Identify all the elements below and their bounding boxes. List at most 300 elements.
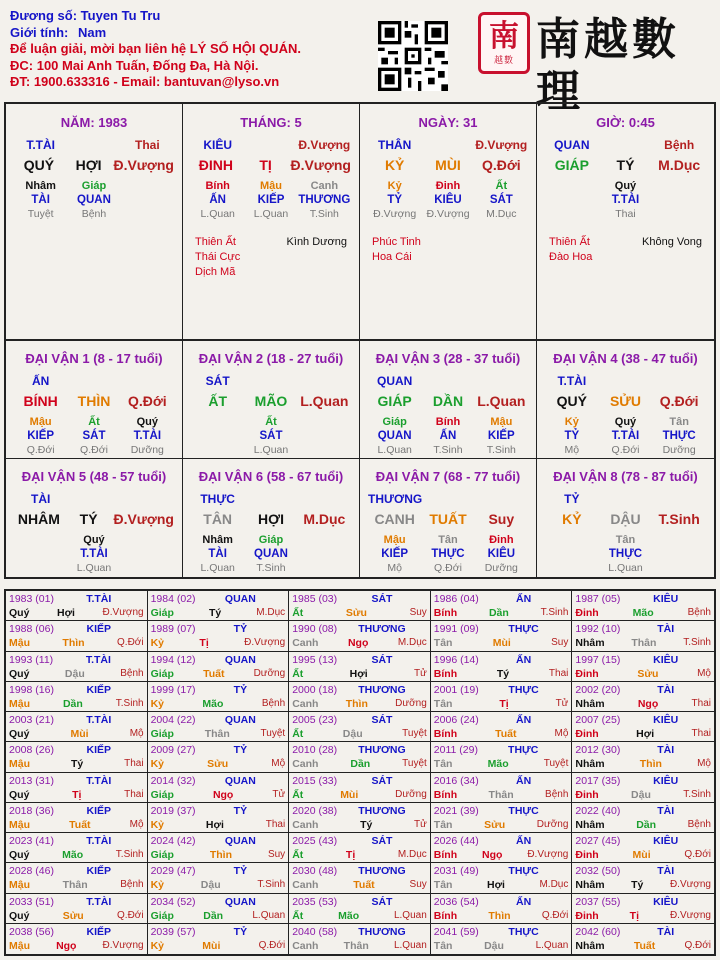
year-stem: Tân — [433, 818, 453, 831]
dai-van-hidden-row-cell: Ất — [265, 416, 277, 428]
pillar-hidden-row-cell: Nhâm — [25, 180, 56, 192]
year-branch: Tuất — [495, 728, 517, 740]
year-line — [151, 683, 286, 697]
dai-van-hidden-row-cell: Quý — [83, 534, 105, 546]
year-branch: Mùi — [340, 788, 359, 801]
pillar-main-row-cell: MÙI — [435, 157, 461, 173]
year-branch: Dậu — [64, 667, 85, 680]
dai-van-main-row-cell: DẬU — [610, 511, 641, 527]
year-line — [434, 804, 569, 818]
dai-van-main-row — [6, 392, 182, 410]
year-cell[interactable] — [6, 682, 148, 712]
year-stem: Ất — [292, 909, 304, 922]
year-stage: Thai — [691, 697, 711, 709]
year-pillar-line — [151, 878, 286, 892]
year-cell[interactable] — [431, 924, 573, 954]
year-line — [292, 925, 427, 939]
pillar-stars — [360, 235, 536, 265]
year-branch: Thân — [204, 728, 230, 740]
year-stem: Kỷ — [150, 637, 165, 650]
year-pillar-line — [434, 727, 569, 741]
year-pillar-line — [575, 818, 711, 832]
year-branch: Tị — [499, 697, 509, 710]
dai-van-relation-row — [183, 547, 359, 561]
year-line — [575, 895, 711, 909]
year-line — [575, 774, 711, 788]
year-stem: Giáp — [150, 728, 174, 740]
year-line — [292, 653, 427, 667]
pillar-main-row-cell: HỢI — [75, 157, 102, 173]
relation-cell: KIÊU — [434, 194, 462, 206]
year-god: ẤN — [515, 653, 532, 666]
year-cell[interactable] — [148, 652, 290, 682]
year-cell[interactable] — [6, 652, 148, 682]
relation-cell: SÁT — [489, 194, 513, 206]
year-stem: Mậu — [9, 879, 30, 892]
year-label: 1986 (04) — [433, 593, 479, 605]
year-cell[interactable] — [431, 591, 573, 621]
pillar-top-row-cell: Đ.Vượng — [298, 138, 351, 152]
year-stage: T.Sinh — [115, 849, 144, 860]
year-stem: Nhâm — [575, 637, 605, 650]
red-seal-logo — [478, 12, 530, 74]
year-stage: Thai — [548, 667, 569, 679]
year-cell[interactable] — [289, 712, 431, 742]
year-cell[interactable] — [289, 652, 431, 682]
year-god: QUAN — [224, 653, 256, 666]
dai-van-god: TÀI — [30, 492, 51, 506]
pillar-main-row-cell: KỶ — [384, 157, 405, 173]
year-cell[interactable] — [6, 803, 148, 833]
year-stage: Q.Đới — [684, 849, 711, 860]
year-label: 2010 (28) — [292, 744, 338, 757]
year-stem: Bính — [433, 607, 458, 619]
year-line — [292, 592, 427, 606]
year-stage: Thai — [124, 758, 144, 770]
year-stem: Mậu — [9, 939, 30, 952]
year-god: T.TÀI — [86, 895, 112, 908]
dai-van-cell — [183, 341, 360, 459]
year-cell[interactable] — [572, 894, 714, 924]
pillar-hidden-row-cell: Bính — [205, 180, 230, 192]
year-line — [434, 864, 569, 878]
dai-van-main-row-cell: HỢI — [258, 511, 284, 527]
year-cell[interactable] — [289, 682, 431, 712]
year-stage: Q.Đới — [258, 939, 286, 951]
year-branch: Tý — [496, 667, 510, 680]
qr-code-icon[interactable] — [378, 21, 448, 91]
year-cell[interactable] — [572, 833, 714, 863]
year-branch: Thìn — [62, 637, 85, 650]
year-god: KIẾP — [86, 804, 112, 817]
year-cell[interactable] — [431, 682, 573, 712]
year-line — [9, 653, 144, 667]
pillar-hidden-row — [6, 180, 182, 193]
dai-van-main-row-cell: Q.Đới — [659, 393, 699, 409]
relation-cell: TỶ — [387, 194, 403, 206]
year-pillar-line — [151, 727, 286, 741]
year-cell[interactable] — [431, 652, 573, 682]
year-pillar-line — [292, 757, 427, 771]
year-line — [575, 683, 711, 697]
pillar-main-row — [537, 156, 714, 174]
stars-left — [195, 235, 240, 280]
year-cell[interactable] — [148, 591, 290, 621]
year-branch: Mão — [632, 607, 654, 619]
year-pillar-line — [575, 909, 711, 923]
year-stem: Quý — [9, 667, 30, 680]
year-stem: Mậu — [9, 697, 30, 710]
year-line — [9, 864, 144, 878]
dai-van-cell — [183, 459, 360, 577]
year-god: QUAN — [224, 593, 256, 605]
stage-cell: Q.Đới — [611, 444, 640, 456]
year-branch: Hợi — [486, 879, 505, 892]
gender-line — [10, 25, 301, 42]
year-pillar-line — [434, 909, 569, 923]
year-cell[interactable] — [148, 773, 290, 803]
year-cell[interactable] — [572, 863, 714, 893]
year-pillar-line — [292, 636, 427, 650]
year-pillar-line — [434, 757, 569, 771]
year-pillar-line — [292, 727, 427, 741]
year-branch: Dần — [350, 758, 371, 771]
year-stage: L.Quan — [393, 909, 427, 921]
year-cell[interactable] — [6, 621, 148, 651]
year-stem: Canh — [292, 879, 319, 892]
year-label: 2035 (53) — [292, 895, 338, 908]
relation-cell: QUAN — [254, 548, 288, 560]
year-label: 1985 (03) — [292, 593, 338, 605]
year-stage: Suy — [267, 849, 286, 860]
year-stage: Q.Đới — [684, 939, 711, 951]
year-cell[interactable] — [431, 712, 573, 742]
year-god: KIẾP — [86, 623, 112, 636]
year-pillar-line — [9, 636, 144, 650]
year-stem: Giáp — [150, 788, 174, 801]
dai-van-cell — [537, 459, 714, 577]
relation-cell: KIẾP — [27, 430, 55, 442]
year-line — [575, 743, 711, 757]
year-cell[interactable] — [6, 591, 148, 621]
year-pillar-line — [434, 697, 569, 711]
year-pillar-line — [434, 848, 569, 862]
year-line — [9, 895, 144, 909]
year-god: TỶ — [233, 865, 248, 878]
year-pillar-line — [292, 818, 427, 832]
year-label: 1993 (11) — [9, 653, 54, 666]
year-cell[interactable] — [148, 803, 290, 833]
year-label: 2007 (25) — [575, 714, 621, 726]
year-cell[interactable] — [148, 863, 290, 893]
year-label: 2031 (49) — [433, 865, 479, 878]
contact-invite: Để luận giải, mời bạn liên hệ LÝ SỐ HỘI QUÁN. — [10, 41, 301, 56]
seal-small-text: 越數 — [493, 55, 514, 66]
year-line — [575, 592, 711, 606]
year-stem: Giáp — [150, 607, 174, 619]
year-branch: Sửu — [637, 667, 659, 680]
year-cell[interactable] — [431, 742, 573, 772]
year-cell[interactable] — [431, 773, 573, 803]
pillar-main-row — [6, 156, 182, 174]
year-cell[interactable] — [6, 742, 148, 772]
dai-van-header: ĐẠI VẬN 5 (48 - 57 tuổi) — [21, 469, 167, 484]
pillar-top-row-cell: QUAN — [554, 138, 590, 152]
annual-years-grid — [4, 589, 716, 956]
year-pillar-line — [434, 606, 569, 620]
year-label: 2042 (60) — [575, 925, 621, 938]
stage-cell: Dưỡng — [484, 562, 518, 574]
year-branch: Thân — [488, 788, 514, 801]
dai-van-main-row-cell: M.Dục — [303, 511, 346, 527]
year-stage: Tuyệt — [260, 728, 286, 739]
year-stage: Bệnh — [687, 607, 711, 618]
year-label: 2032 (50) — [575, 865, 621, 878]
year-line — [9, 804, 144, 818]
year-cell[interactable] — [572, 682, 714, 712]
pillar-main-row-cell: ĐINH — [198, 157, 233, 173]
year-god: TÀI — [657, 683, 675, 696]
relation-cell: TỶ — [564, 430, 580, 442]
year-stem: Đinh — [575, 849, 599, 861]
year-pillar-line — [9, 939, 144, 953]
year-stage: Đ.Vượng — [102, 939, 144, 951]
year-god: ẤN — [515, 714, 532, 726]
relation-cell: T.TÀI — [611, 430, 640, 442]
year-cell[interactable] — [289, 621, 431, 651]
year-stem: Giáp — [150, 667, 174, 680]
year-cell[interactable] — [289, 894, 431, 924]
year-cell[interactable] — [572, 803, 714, 833]
year-label: 2003 (21) — [9, 714, 54, 726]
pillar-top-row-cell: T.TÀI — [26, 138, 55, 152]
year-cell[interactable] — [6, 773, 148, 803]
year-label: 1987 (05) — [575, 593, 621, 605]
year-branch: Tị — [72, 788, 82, 801]
pillar-cell — [183, 104, 360, 339]
contact-phone-email[interactable]: ĐT: 1900.633316 - Email: bantuvan@lyso.vn — [10, 74, 280, 89]
year-line — [292, 713, 427, 727]
stage-cell: Q.Đới — [26, 444, 55, 456]
year-cell[interactable] — [148, 894, 290, 924]
year-line — [575, 713, 711, 727]
dai-van-hidden-row — [183, 534, 359, 547]
year-branch: Tuất — [203, 667, 225, 680]
year-cell[interactable] — [431, 894, 573, 924]
year-stage: T.Sinh — [257, 879, 286, 891]
stage-cell: Thai — [615, 208, 636, 220]
dai-van-top-row — [537, 492, 714, 506]
year-cell[interactable] — [289, 742, 431, 772]
year-stage: Q.Đới — [117, 909, 144, 921]
relation-cell: SÁT — [259, 430, 283, 442]
year-stem: Tân — [433, 879, 453, 892]
year-line — [9, 774, 144, 788]
year-label: 2020 (38) — [292, 804, 338, 817]
dai-van-main-row-cell: T.Sinh — [658, 511, 700, 527]
dai-van-cell — [360, 341, 537, 459]
dai-van-top-row — [183, 374, 359, 388]
year-cell[interactable] — [289, 591, 431, 621]
year-cell[interactable] — [431, 621, 573, 651]
dai-van-hidden-row-cell: Quý — [136, 416, 159, 428]
year-stem: Nhâm — [575, 939, 605, 952]
year-cell[interactable] — [572, 742, 714, 772]
year-branch: Mùi — [202, 939, 221, 952]
dai-van-main-row-cell: CANH — [374, 511, 415, 527]
year-cell[interactable] — [572, 591, 714, 621]
year-line — [575, 804, 711, 818]
pillar-hidden-row-cell: Giáp — [81, 180, 107, 192]
year-label: 2039 (57) — [150, 925, 196, 938]
dai-van-main-row-cell: ẤT — [208, 393, 227, 409]
year-label: 1999 (17) — [150, 683, 196, 696]
year-stage: Tuyệt — [402, 758, 427, 770]
year-stage: Suy — [409, 879, 427, 891]
dai-van-hidden-row-cell: Đinh — [489, 534, 514, 546]
year-label: 2009 (27) — [150, 744, 196, 757]
stars-left — [372, 235, 421, 265]
stage-cell: T.Sinh — [486, 444, 516, 456]
year-god: KIÊU — [653, 895, 679, 908]
year-branch: Thìn — [488, 909, 511, 922]
year-cell[interactable] — [289, 863, 431, 893]
stage-cell: Đ.Vượng — [426, 208, 470, 220]
year-stage: Dưỡng — [253, 667, 286, 679]
year-label: 2017 (35) — [575, 774, 621, 787]
year-cell[interactable] — [289, 803, 431, 833]
dai-van-main-row-cell: BÍNH — [23, 393, 58, 409]
year-stage: L.Quan — [252, 909, 286, 921]
pillar-main-row-cell: Q.Đới — [481, 157, 521, 173]
year-cell[interactable] — [289, 773, 431, 803]
year-cell[interactable] — [289, 833, 431, 863]
star-name: Thiên Ất — [549, 236, 590, 248]
year-cell[interactable] — [6, 894, 148, 924]
year-pillar-line — [9, 818, 144, 832]
year-stem: Tân — [433, 697, 453, 710]
year-cell[interactable] — [6, 833, 148, 863]
dai-van-god: T.TÀI — [557, 374, 587, 388]
year-cell[interactable] — [6, 712, 148, 742]
year-god: ẤN — [515, 835, 532, 847]
year-cell[interactable] — [148, 833, 290, 863]
dai-van-hidden-row-cell: Tân — [438, 534, 458, 546]
stage-cell: T.Sinh — [433, 444, 463, 456]
year-cell[interactable] — [148, 742, 290, 772]
year-pillar-line — [292, 606, 427, 620]
year-label: 2041 (59) — [433, 925, 479, 938]
year-god: TỶ — [233, 683, 248, 696]
year-god: T.TÀI — [86, 835, 112, 847]
year-branch: Mùi — [492, 637, 511, 650]
dai-van-main-row-cell: THÌN — [77, 393, 111, 409]
year-god: KIÊU — [653, 774, 679, 787]
year-cell[interactable] — [6, 863, 148, 893]
year-line — [434, 895, 569, 909]
year-cell[interactable] — [572, 621, 714, 651]
year-line — [292, 743, 427, 757]
year-label: 1998 (16) — [9, 683, 54, 696]
relation-cell: QUAN — [77, 194, 111, 206]
year-stem: Ất — [292, 849, 304, 861]
year-stage: Mộ — [554, 728, 569, 739]
year-god: TÀI — [657, 804, 675, 817]
year-god: SÁT — [371, 774, 393, 787]
year-cell[interactable] — [572, 924, 714, 954]
dai-van-cell — [6, 459, 183, 577]
year-stem: Kỷ — [150, 879, 165, 892]
year-god: KIÊU — [653, 835, 679, 847]
year-cell[interactable] — [148, 682, 290, 712]
year-stem: Tân — [433, 939, 453, 952]
year-god: SÁT — [371, 653, 393, 666]
year-branch: Dậu — [200, 879, 221, 892]
year-stage: T.Sinh — [683, 637, 711, 649]
year-cell[interactable] — [289, 924, 431, 954]
year-cell[interactable] — [431, 803, 573, 833]
year-cell[interactable] — [148, 712, 290, 742]
year-pillar-line — [151, 848, 286, 862]
year-god: ẤN — [515, 895, 532, 908]
dai-van-hidden-row-cell: Giáp — [258, 534, 284, 546]
pillar-main-row-cell: GIÁP — [554, 157, 589, 173]
pillar-main-row-cell: QUÝ — [23, 157, 55, 173]
year-line — [434, 743, 569, 757]
year-stage: Tử — [413, 818, 427, 830]
dai-van-main-row — [183, 510, 359, 528]
year-god: KIÊU — [653, 653, 679, 666]
year-god: TỶ — [233, 925, 248, 938]
stage-cell: L.Quan — [253, 208, 289, 220]
year-cell[interactable] — [148, 924, 290, 954]
year-cell[interactable] — [431, 863, 573, 893]
year-cell[interactable] — [148, 621, 290, 651]
year-cell[interactable] — [572, 773, 714, 803]
year-stem: Ất — [292, 728, 304, 740]
year-label: 1996 (14) — [433, 653, 479, 666]
year-pillar-line — [434, 939, 569, 953]
year-cell[interactable] — [572, 712, 714, 742]
year-cell[interactable] — [572, 652, 714, 682]
year-line — [9, 925, 144, 939]
year-stem: Quý — [9, 909, 30, 922]
year-cell[interactable] — [6, 924, 148, 954]
year-line — [434, 834, 569, 848]
year-stage: Suy — [551, 637, 569, 649]
year-pillar-line — [575, 939, 711, 953]
stars-right — [287, 235, 347, 280]
year-god: THỰC — [508, 925, 539, 938]
year-label: 2019 (37) — [150, 804, 196, 817]
relation-cell: ẤN — [439, 430, 457, 442]
year-cell[interactable] — [431, 833, 573, 863]
year-stem: Mậu — [9, 758, 30, 771]
year-line — [151, 713, 286, 727]
dai-van-cell — [537, 341, 714, 459]
year-line — [292, 683, 427, 697]
year-stem: Canh — [292, 939, 319, 952]
year-god: KIẾP — [86, 683, 112, 696]
year-pillar-line — [151, 788, 286, 802]
year-stem: Nhâm — [575, 697, 605, 710]
year-pillar-line — [9, 909, 144, 923]
stage-cell: Tuyệt — [27, 208, 54, 220]
year-stage: Tuyệt — [402, 728, 427, 739]
year-stem: Giáp — [150, 849, 174, 861]
year-label: 2001 (19) — [433, 683, 479, 696]
dai-van-main-row — [360, 392, 536, 410]
